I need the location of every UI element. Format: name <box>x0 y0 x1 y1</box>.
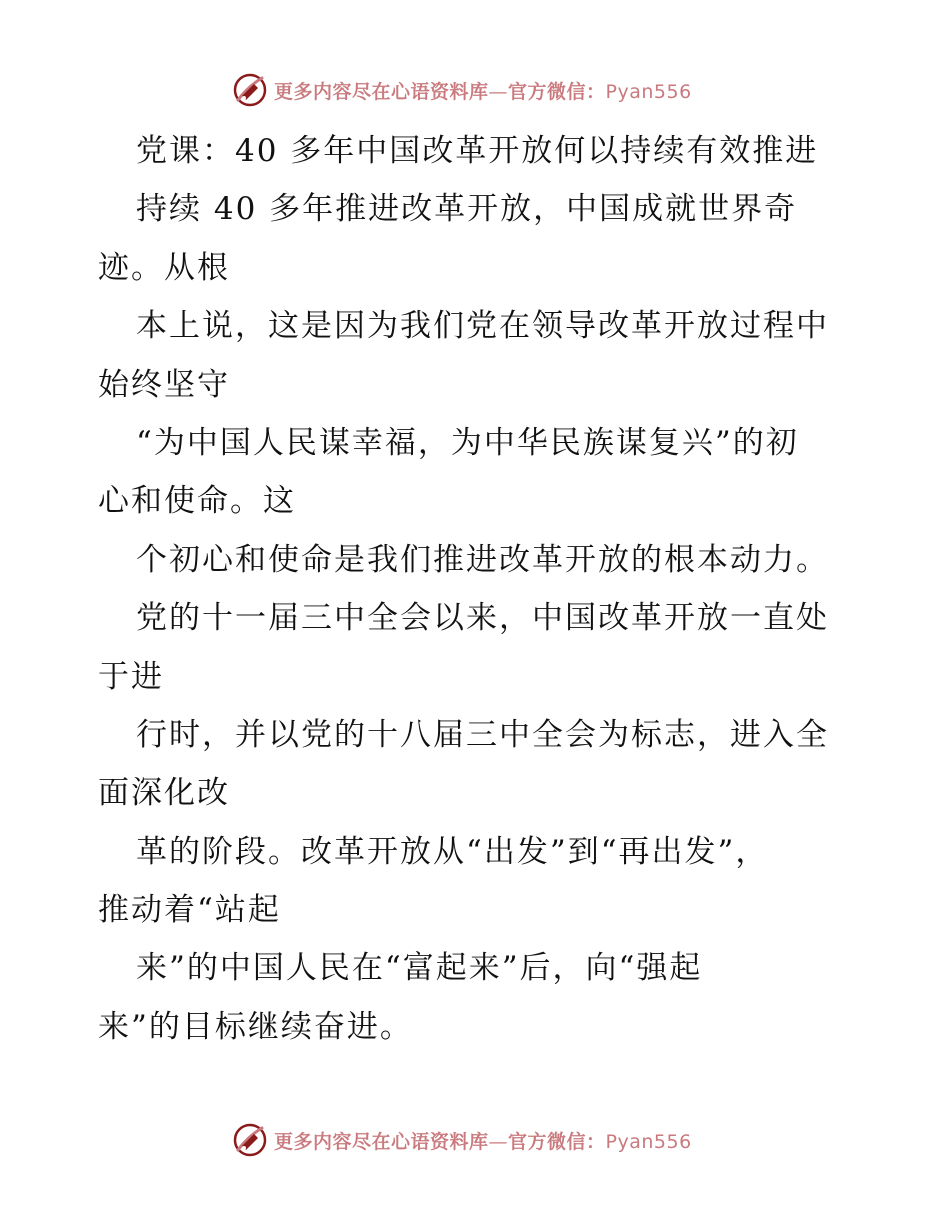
header-wechat-label: 官方微信： <box>508 80 606 103</box>
document-line: “为中国人民谋幸福，为中华民族谋复兴”的初 <box>136 424 799 461</box>
header-watermark <box>232 70 692 110</box>
document-line: 于进 <box>98 658 164 695</box>
document-line: 迹。从根 <box>98 249 230 286</box>
footer-wechat-label: 官方微信： <box>508 1130 606 1153</box>
footer-wechat-id: Pyan556 <box>605 1130 692 1153</box>
document-line: 始终坚守 <box>98 366 230 403</box>
header-brand-name: 更多内容尽在心语资料库 <box>274 80 489 103</box>
header-wechat-id: Pyan556 <box>605 80 692 103</box>
document-line: 行时，并以党的十八届三中全会为标志，进入全 <box>136 716 829 753</box>
header-brand-text <box>274 77 692 104</box>
document-line: 本上说，这是因为我们党在领导改革开放过程中 <box>136 308 829 345</box>
document-line: 心和使命。这 <box>98 483 296 520</box>
document-line: 党的十一届三中全会以来，中国改革开放一直处 <box>136 600 829 637</box>
document-line: 个初心和使命是我们推进改革开放的根本动力。 <box>136 541 829 578</box>
footer-watermark <box>232 1120 692 1160</box>
footer-brand-text <box>274 1127 692 1154</box>
pen-logo-icon <box>232 72 268 108</box>
document-line: 推动着“站起 <box>98 892 281 929</box>
document-line: 面深化改 <box>98 775 230 812</box>
document-line: 革的阶段。改革开放从“出发”到“再出发”， <box>136 833 769 870</box>
header-separator: — <box>488 80 509 103</box>
footer-brand-name: 更多内容尽在心语资料库 <box>274 1130 489 1153</box>
document-line: 来”的目标继续奋进。 <box>98 1008 413 1045</box>
document-title: 党课：40 多年中国改革开放何以持续有效推进 <box>136 133 819 169</box>
footer-separator: — <box>488 1130 509 1153</box>
document-line: 来”的中国人民在“富起来”后，向“强起 <box>136 950 703 987</box>
pen-logo-icon <box>232 1122 268 1158</box>
document-body <box>98 122 868 1056</box>
document-line: 持续 40 多年推进改革开放，中国成就世界奇 <box>136 191 798 228</box>
